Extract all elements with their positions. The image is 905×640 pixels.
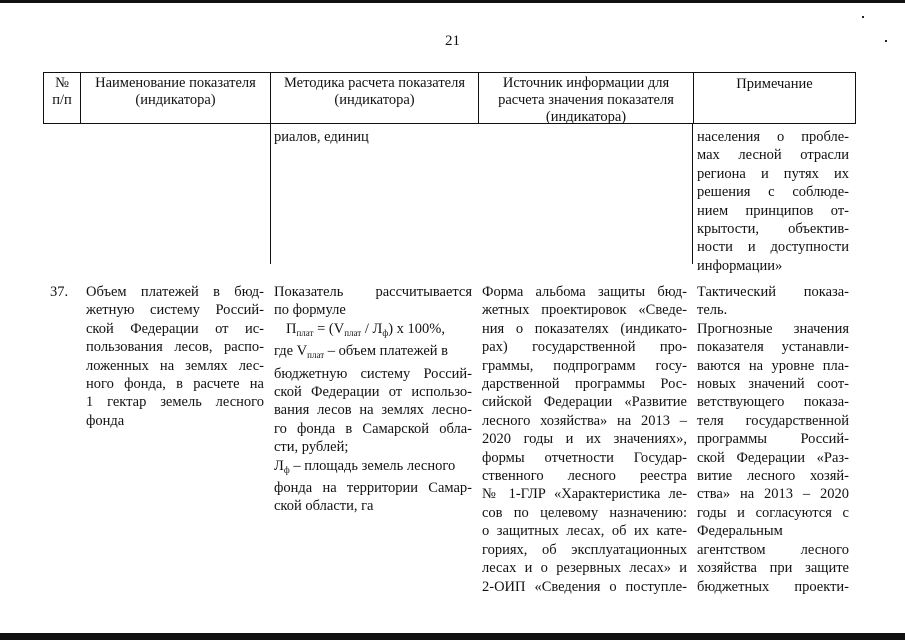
scan-speck bbox=[862, 16, 864, 18]
name-line: ного фонда, в расчете на bbox=[86, 376, 264, 393]
continuation-method bbox=[274, 128, 474, 146]
scan-bottom-border bbox=[0, 633, 905, 640]
note-line: нием принципов от- bbox=[697, 202, 849, 219]
note-line: ности и доступности bbox=[697, 239, 849, 256]
note-line: показателя устанавли- bbox=[697, 339, 849, 356]
indicator-name bbox=[86, 283, 264, 430]
method-line: по формуле bbox=[274, 302, 346, 319]
source-line: 2020 годы и их значениях», bbox=[482, 431, 687, 448]
source-line: рах) государственной про- bbox=[482, 339, 687, 356]
source-line: 2-ОИП «Сведения о поступле- bbox=[482, 578, 687, 595]
note-line: ветствующего показа- bbox=[697, 394, 849, 411]
method-line: фонда на территории Самар- bbox=[274, 480, 472, 497]
source-line: № 1-ГЛР «Характеристика ле- bbox=[482, 486, 687, 503]
header-note-cell bbox=[693, 72, 856, 124]
note-line: агентством лесного bbox=[697, 541, 849, 558]
header-source-cell bbox=[478, 72, 693, 124]
source-line: жетных проектировок «Сведе- bbox=[482, 302, 687, 319]
note-line: бюджетных проекти- bbox=[697, 578, 849, 595]
name-line: пользования лесов, распо- bbox=[86, 339, 264, 356]
note-line: Прогнозные значения bbox=[697, 320, 849, 337]
note-line: хозяйства при защите bbox=[697, 560, 849, 577]
method-line: вания лесов на землях лесно- bbox=[274, 402, 472, 419]
header-number: № п/п bbox=[52, 75, 72, 108]
header-name-cell bbox=[80, 72, 270, 124]
column-rule bbox=[270, 124, 271, 264]
note-line: крытости, объектив- bbox=[697, 221, 849, 238]
row-number bbox=[50, 283, 80, 301]
header-note: Примечание bbox=[736, 76, 813, 92]
method-line: Показатель рассчитывается bbox=[274, 284, 472, 300]
column-rule bbox=[692, 124, 693, 264]
note-line: ства» на 2013 – 2020 bbox=[697, 486, 849, 503]
note-line: ваются на уровне пла- bbox=[697, 357, 849, 374]
note-line: тель. bbox=[697, 302, 728, 319]
information-source bbox=[482, 283, 687, 596]
method-line: ской Федерации от использо- bbox=[274, 384, 472, 401]
note-line: мах лесной отрасли bbox=[697, 147, 849, 164]
source-line: Форма альбома защиты бюд- bbox=[482, 284, 687, 300]
method-line: го фонда в Самарской обла- bbox=[274, 420, 472, 437]
method-line: ской области, га bbox=[274, 498, 374, 515]
name-line: ложенных на землях лес- bbox=[86, 357, 264, 374]
name-line: ской Федерации от ис- bbox=[86, 320, 264, 337]
source-line: о защитных лесах, об их кате- bbox=[482, 523, 687, 540]
note-line: годы и согласуются с bbox=[697, 504, 849, 521]
source-line: лесного хозяйства» на 2013 – bbox=[482, 412, 687, 429]
l-definition: $Л_ф$ – площадь земель лесного bbox=[274, 457, 456, 475]
header-number-cell bbox=[43, 72, 80, 124]
header-method: Методика расчета показателя (индикатора) bbox=[283, 75, 465, 108]
note-line: информации» bbox=[697, 257, 783, 274]
row-number-text: 37. bbox=[50, 284, 69, 300]
note-line: витие лесного хозяй- bbox=[697, 468, 849, 485]
note-line: программы Россий- bbox=[697, 431, 849, 448]
v-definition: где $V_{плат}$ – объем платежей в bbox=[274, 343, 448, 361]
page-number: 21 bbox=[445, 33, 460, 49]
source-line: сов по целевому назначению: bbox=[482, 504, 687, 521]
method-line: сти, рублей; bbox=[274, 439, 349, 456]
name-line: 1 гектар земель лесного bbox=[86, 394, 264, 411]
name-line: жетную систему Россий- bbox=[86, 302, 264, 319]
header-method-cell bbox=[270, 72, 478, 124]
note-line: населения о пробле- bbox=[697, 129, 849, 145]
calculation-method bbox=[274, 283, 472, 516]
note-line: новых значений соот- bbox=[697, 376, 849, 393]
name-line: Объем платежей в бюд- bbox=[86, 284, 264, 300]
note-line: Федеральным bbox=[697, 523, 783, 540]
formula: $П_{плат} = (V_{плат} / Л_ф)$ x 100%, bbox=[286, 320, 446, 338]
note bbox=[697, 283, 849, 596]
source-line: ственного лесного реестра bbox=[482, 468, 687, 485]
note-line: решения с соблюде- bbox=[697, 184, 849, 201]
note-line: региона и путях их bbox=[697, 165, 849, 182]
scan-top-border bbox=[0, 0, 905, 3]
note-line: ской Федерации «Раз- bbox=[697, 449, 849, 466]
source-line: граммы, подпрограмм госу- bbox=[482, 357, 687, 374]
source-line: формы отчетности Государ- bbox=[482, 449, 687, 466]
header-name: Наименование показателя (индикатора) bbox=[95, 75, 256, 108]
source-line: ния о показателях (индикато- bbox=[482, 320, 687, 337]
source-line: лесах и о резервных лесах» и bbox=[482, 560, 687, 577]
note-line: теля государственной bbox=[697, 412, 849, 429]
source-line: сийской Федерации «Развитие bbox=[482, 394, 687, 411]
method-line: бюджетную систему Россий- bbox=[274, 365, 472, 382]
source-line: гориях, об эксплуатационных bbox=[482, 541, 687, 558]
source-line: дарственной программы Рос- bbox=[482, 376, 687, 393]
continuation-note bbox=[697, 128, 849, 275]
note-line: Тактический показа- bbox=[697, 284, 849, 300]
name-line: фонда bbox=[86, 412, 125, 429]
header-source: Источник информации для расчета значения показателя (индикатора) bbox=[498, 75, 674, 125]
continuation-method-text: риалов, единиц bbox=[274, 129, 369, 145]
